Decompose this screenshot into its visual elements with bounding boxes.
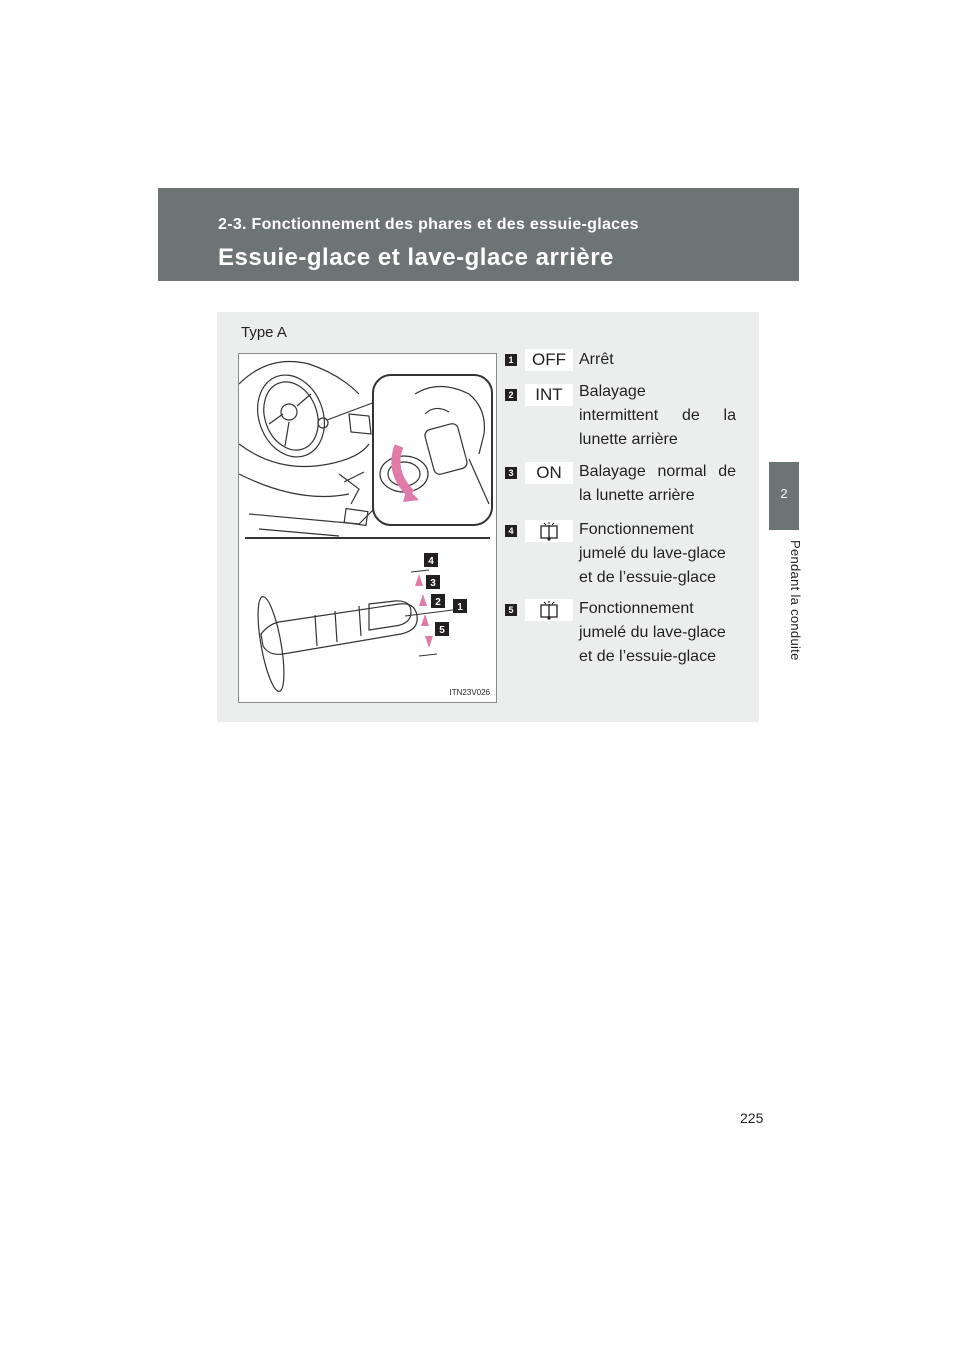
wiper-illustration: [238, 353, 497, 703]
type-label: Type A: [241, 324, 287, 341]
chapter-tab: [769, 462, 799, 530]
svg-text:5: 5: [439, 625, 445, 636]
zoom-inset: [373, 375, 492, 525]
item-line: et de l’essuie-glace: [579, 569, 716, 586]
dashboard-icon: [239, 362, 379, 537]
washer-wiper-icon: [538, 520, 560, 542]
item-line: Balayage normal de: [579, 463, 736, 480]
page-number: 225: [740, 1110, 764, 1126]
section-title: 2-3. Fonctionnement des phares et des essuie-glaces: [218, 216, 639, 233]
chapter-label: Pendant la conduite: [788, 540, 803, 661]
item-line: la lunette arrière: [579, 487, 695, 504]
item-line: intermittent de la: [579, 407, 736, 424]
washer-wiper-icon: [538, 599, 560, 621]
item-line: Fonctionnement: [579, 521, 694, 538]
item-line: Balayage: [579, 383, 646, 400]
svg-text:4: 4: [428, 556, 434, 567]
item-line: lunette arrière: [579, 431, 678, 448]
figure-code: ITN23V026: [449, 688, 490, 697]
washer-wiper-symbol: [525, 520, 573, 542]
item-line: Fonctionnement: [579, 600, 694, 617]
chapter-number: 2: [780, 486, 788, 501]
item-description: [579, 597, 736, 669]
page-title: Essuie-glace et lave-glace arrière: [218, 244, 614, 271]
callout-badges: [424, 553, 467, 636]
int-symbol: INT: [525, 384, 573, 406]
item-number: 2: [505, 389, 517, 401]
item-description: [579, 518, 736, 590]
off-symbol: OFF: [525, 349, 573, 371]
item-number: 5: [505, 604, 517, 616]
item-line: et de l’essuie-glace: [579, 648, 716, 665]
wiper-illustration-drawing: [239, 354, 496, 702]
chapter-header: [158, 188, 799, 281]
svg-text:3: 3: [430, 578, 436, 589]
svg-text:1: 1: [457, 602, 463, 613]
item-number: 4: [505, 525, 517, 537]
item-description: [579, 348, 736, 372]
item-number: 3: [505, 467, 517, 479]
info-panel: [217, 312, 759, 722]
item-description: [579, 380, 736, 452]
on-symbol: ON: [525, 462, 573, 484]
item-line: jumelé du lave-glace: [579, 624, 726, 641]
svg-text:2: 2: [435, 597, 441, 608]
wiper-stalk-icon: [253, 595, 417, 693]
item-line: Arrêt: [579, 351, 614, 368]
item-description: [579, 460, 736, 508]
washer-wiper-symbol: [525, 599, 573, 621]
item-number: 1: [505, 354, 517, 366]
item-line: jumelé du lave-glace: [579, 545, 726, 562]
